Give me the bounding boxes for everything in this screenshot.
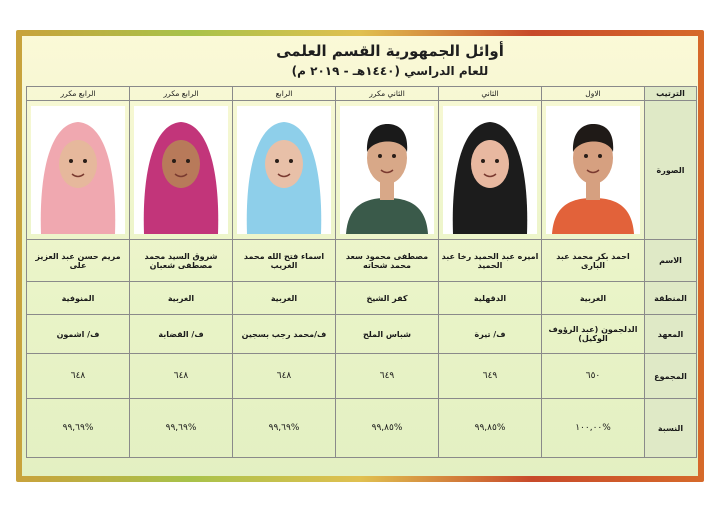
institute-row bbox=[27, 315, 697, 354]
eye-shape bbox=[186, 159, 190, 163]
eye-shape bbox=[172, 159, 176, 163]
eye-shape bbox=[275, 159, 279, 163]
portrait-illustration bbox=[443, 106, 537, 234]
total-row bbox=[27, 354, 697, 399]
institute-cell: ف/ اشمون bbox=[27, 315, 130, 354]
percentage-cell: %٩٩,٦٩ bbox=[27, 399, 130, 458]
name-cell: مصطفى محمود سعد محمد شحاته bbox=[336, 240, 439, 282]
eye-shape bbox=[378, 154, 382, 158]
rank-cell: الرابع bbox=[233, 87, 336, 101]
face-shape bbox=[265, 140, 303, 188]
institute-cell: ف/ القضابة bbox=[130, 315, 233, 354]
region-row bbox=[27, 282, 697, 315]
region-cell: المنوفية bbox=[27, 282, 130, 315]
student-photo bbox=[237, 106, 331, 234]
face-shape bbox=[471, 140, 509, 188]
region-cell: الغربية bbox=[542, 282, 645, 315]
rank-cell: الرابع مكرر bbox=[130, 87, 233, 101]
name-cell: اميره عبد الحميد رخا عبد الحميد bbox=[439, 240, 542, 282]
portrait-illustration bbox=[237, 106, 331, 234]
percentage-cell: %١٠٠,٠٠ bbox=[542, 399, 645, 458]
name-cell: اسماء فتح الله محمد الغريب bbox=[233, 240, 336, 282]
total-label: المجموع bbox=[645, 354, 697, 399]
ranking-table bbox=[26, 86, 697, 458]
eye-shape bbox=[392, 154, 396, 158]
student-photo bbox=[31, 106, 125, 234]
name-row bbox=[27, 240, 697, 282]
institute-cell: ف/محمد رجب بسجين bbox=[233, 315, 336, 354]
eye-shape bbox=[598, 154, 602, 158]
institute-label: المعهد bbox=[645, 315, 697, 354]
region-label: المنطقة bbox=[645, 282, 697, 315]
photo-row bbox=[27, 101, 697, 240]
eye-shape bbox=[289, 159, 293, 163]
region-cell: الغربية bbox=[130, 282, 233, 315]
portrait-illustration bbox=[134, 106, 228, 234]
rank-cell: الاول bbox=[542, 87, 645, 101]
student-photo bbox=[546, 106, 640, 234]
eye-shape bbox=[584, 154, 588, 158]
photo-cell bbox=[542, 101, 645, 240]
region-cell: الغربية bbox=[233, 282, 336, 315]
portrait-illustration bbox=[31, 106, 125, 234]
photo-cell bbox=[130, 101, 233, 240]
institute-cell: شباس الملح bbox=[336, 315, 439, 354]
photo-label: الصورة bbox=[645, 101, 697, 240]
name-cell: شروق السيد محمد مصطفى شعبان bbox=[130, 240, 233, 282]
rank-cell: الثاني مكرر bbox=[336, 87, 439, 101]
percentage-cell: %٩٩,٦٩ bbox=[130, 399, 233, 458]
portrait-illustration bbox=[546, 106, 640, 234]
percentage-cell: %٩٩,٨٥ bbox=[439, 399, 542, 458]
region-cell: الدقهلية bbox=[439, 282, 542, 315]
institute-cell: ف/ تيرة bbox=[439, 315, 542, 354]
student-photo bbox=[134, 106, 228, 234]
total-cell: ٦٤٨ bbox=[233, 354, 336, 399]
total-cell: ٦٤٨ bbox=[130, 354, 233, 399]
total-cell: ٦٤٨ bbox=[27, 354, 130, 399]
region-cell: كفر الشيخ bbox=[336, 282, 439, 315]
total-cell: ٦٥٠ bbox=[542, 354, 645, 399]
percentage-row bbox=[27, 399, 697, 458]
portrait-illustration bbox=[340, 106, 434, 234]
neck-shape bbox=[586, 182, 600, 200]
rank-row bbox=[27, 87, 697, 101]
photo-cell bbox=[27, 101, 130, 240]
rank-cell: الرابع مكرر bbox=[27, 87, 130, 101]
total-cell: ٦٤٩ bbox=[336, 354, 439, 399]
neck-shape bbox=[380, 182, 394, 200]
eye-shape bbox=[481, 159, 485, 163]
eye-shape bbox=[69, 159, 73, 163]
eye-shape bbox=[495, 159, 499, 163]
eye-shape bbox=[83, 159, 87, 163]
name-cell: مريم حسن عبد العزيز على bbox=[27, 240, 130, 282]
photo-cell bbox=[336, 101, 439, 240]
student-photo bbox=[340, 106, 434, 234]
percentage-cell: %٩٩,٨٥ bbox=[336, 399, 439, 458]
face-shape bbox=[59, 140, 97, 188]
percentage-cell: %٩٩,٦٩ bbox=[233, 399, 336, 458]
name-cell: احمد بكر محمد عبد البارى bbox=[542, 240, 645, 282]
face-shape bbox=[162, 140, 200, 188]
photo-cell bbox=[439, 101, 542, 240]
photo-cell bbox=[233, 101, 336, 240]
student-photo bbox=[443, 106, 537, 234]
page-subtitle: للعام الدراسي (١٤٤٠هـ - ٢٠١٩ م) bbox=[291, 64, 489, 78]
institute-cell: الدلجمون (عبد الرؤوف الوكيل) bbox=[542, 315, 645, 354]
percentage-label: النسبة bbox=[645, 399, 697, 458]
page-title: أوائل الجمهورية القسم العلمى bbox=[276, 42, 504, 60]
rank-label: الترتيب bbox=[645, 87, 697, 101]
name-label: الاسم bbox=[645, 240, 697, 282]
total-cell: ٦٤٩ bbox=[439, 354, 542, 399]
rank-cell: الثاني bbox=[439, 87, 542, 101]
